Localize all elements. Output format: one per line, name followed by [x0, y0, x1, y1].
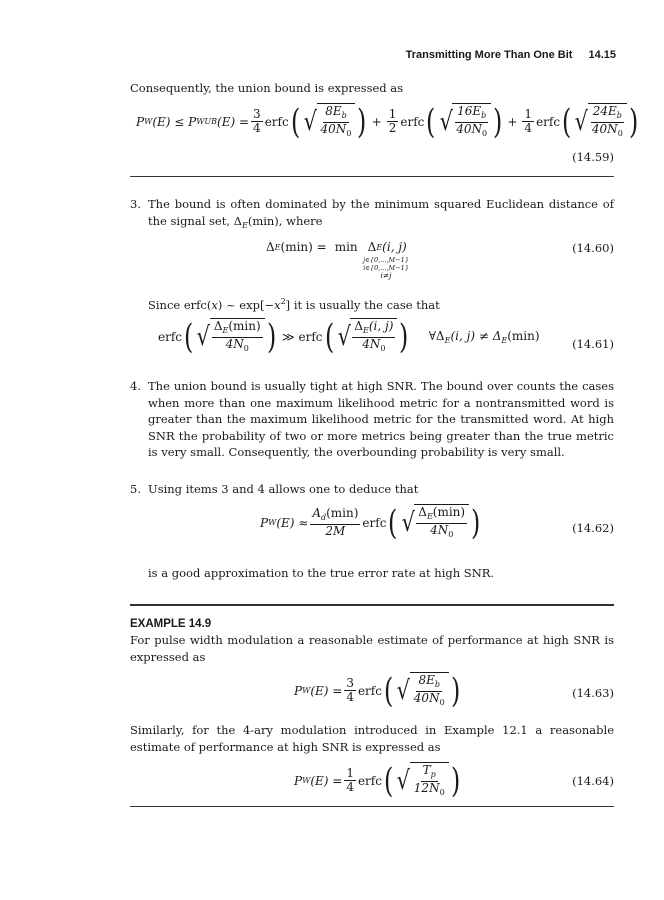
equation-number-14-63: (14.63): [572, 686, 614, 700]
equation-14-61: erfc ( √ $\frac{\Delta_E(\min)}{4N_0}$ ) ≫ erfc ( √ $\frac{\Delta_E(i, j)}{4N_0}$ ) $\forall\Delta_E(i$, $j) \ne \Delta_E(\min)$: [158, 316, 540, 357]
example-paragraph-1: For pulse width modulation a reasonable estimate of performance at high SNR is expressed as: [130, 633, 614, 664]
item-5-text: Using items 3 and 4 allows one to deduce that: [148, 482, 419, 496]
intro-text: Consequently, the union bound is expressed as: [130, 81, 404, 95]
section-rule: [130, 176, 614, 177]
equation-number-14-60: (14.60): [572, 241, 614, 255]
example-bottom-rule: [130, 806, 614, 807]
example-title: EXAMPLE 14.9: [130, 618, 212, 630]
equation-number-14-64: (14.64): [572, 774, 614, 788]
equation-14-62: P W (E) ≈ $\frac{A_d(\min)}{2M}$ erfc ( √ $\frac{\Delta_E(\min)}{4N_0}$ ): [260, 502, 481, 543]
item-4-text: The union bound is usually tight at high SNR. The bound over counts the cases when more than one maximum likelihood metric for a nontransmitted word is greater than the maximum likelihood metric for the transmitted word. At high SNR the probability of two or more metrics being greater than the true metric is very small. Consequently, the overbounding probability is very small.: [148, 379, 614, 459]
since-text: Since erfc(x) ~ $\exp[-x^2]$ it is usually the case that: [148, 297, 440, 312]
equation-14-60: Δ E (min) = min Δ E (i, j): [266, 240, 407, 254]
item-3-marker: 3.: [130, 197, 141, 211]
example-paragraph-2: Similarly, for the 4-ary modulation introduced in Example 12.1 a reasonable estimate of performance at high SNR is expressed as: [130, 723, 614, 754]
equation-14-63: P W (E) = $\frac{3}{4}$ erfc ( √ $\frac{8E_b}{40N_0}$ ): [294, 670, 460, 711]
equation-number-14-62: (14.62): [572, 521, 614, 535]
running-header: [300, 49, 616, 61]
header-title: Transmitting More Than One Bit: [405, 49, 573, 61]
item-4-marker: 4.: [130, 379, 141, 393]
equation-number-14-61: (14.61): [572, 337, 614, 351]
equation-number-14-59: (14.59): [572, 150, 614, 164]
equation-14-59: P W (E) ≤ P WUB (E) = $\frac{3}{4}$ erfc ( √ $\frac{8E_b}{40N_0}$ ) + $\frac{1}{2}$ erfc ( √ $\frac{16E_b}{40N_0}$ ) + $\frac{1}{4}$ erfc ( √ $\frac{24E_b}{40N_0}$ ): [136, 101, 639, 142]
item-3-text: The bound is often dominated by the minimum squared Euclidean distance of the signal set, $\Delta_E(\min)$, where: [148, 197, 614, 230]
min-subscript: j∈{0,...,M−1} i∈{0,...,M−1} i≠j: [363, 256, 409, 280]
approximation-text: is a good approximation to the true error rate at high SNR.: [148, 566, 495, 580]
item-5-marker: 5.: [130, 482, 141, 496]
page-number: 14.15: [588, 49, 616, 61]
example-top-rule: [130, 604, 614, 606]
equation-14-64: P W (E) = $\frac{1}{4}$ erfc ( √ $\frac{T_p}{12N_0}$ ): [294, 760, 460, 801]
